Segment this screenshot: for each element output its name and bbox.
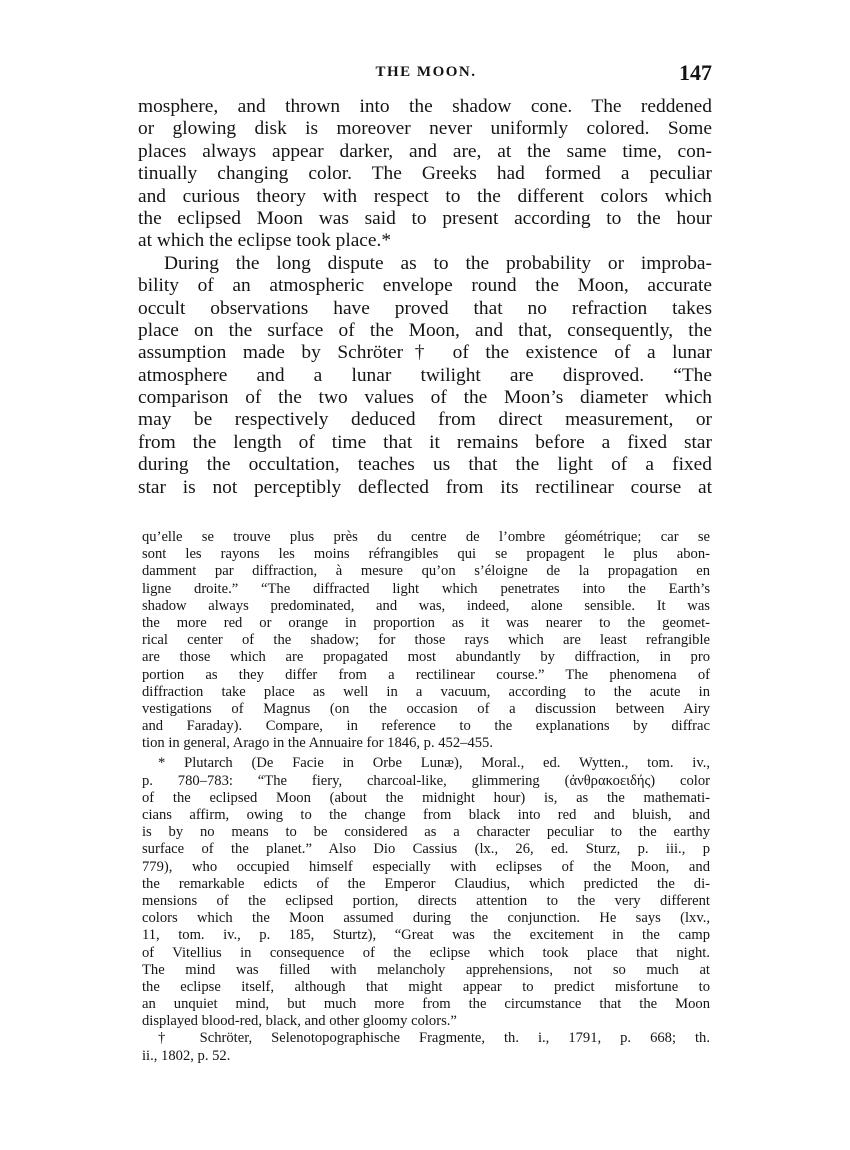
footnote-line: ii., 1802, p. 52.	[142, 1047, 231, 1064]
footnote-line: the eclipse itself, although that might appear to predict misfortune to	[142, 978, 710, 995]
footnote-line: portion as they differ from a rectilinear course.” The phenomena of	[142, 666, 710, 683]
main-text-line: during the occultation, teaches us that the light of a fixed	[138, 454, 712, 476]
main-text-line: place on the surface of the Moon, and that, consequently, the	[138, 319, 712, 341]
footnote-line: the remarkable edicts of the Emperor Claudius, which predicted the di-	[142, 875, 710, 892]
footnote-line: The mind was filled with melancholy apprehensions, not so much at	[142, 961, 710, 978]
footnote-line: p. 780–783: “The fiery, charcoal-like, glimmering (ἀνθρακοειδής) color	[142, 772, 710, 789]
footnote-line: an unquiet mind, but much more from the circumstance that the Moon	[142, 996, 710, 1013]
footnote-line: surface of the planet.” Also Dio Cassius (lx., 26, ed. Sturz, p. iii., p	[142, 841, 710, 858]
main-text-line: or glowing disk is moreover never uniformly colored. Some	[138, 118, 712, 140]
footnote-line: is by no means to be considered as a character peculiar to the earthy	[142, 824, 710, 841]
footnote-line: 11, tom. iv., p. 185, Sturtz), “Great was the excitement in the camp	[142, 927, 710, 944]
footnote-line: rical center of the shadow; for those rays which are least refrangible	[142, 632, 710, 649]
footnote-line: ligne droite.” “The diffracted light which penetrates into the Earth’s	[142, 580, 710, 597]
main-text-line: comparison of the two values of the Moon’s diameter which	[138, 387, 712, 409]
footnote-line: vestigations of Magnus (on the occasion of a discussion between Airy	[142, 700, 710, 717]
page-number: 147	[679, 60, 712, 85]
main-text-line: may be respectively deduced from direct measurement, or	[138, 409, 712, 431]
footnote-line: displayed blood-red, black, and other gloomy colors.”	[142, 1013, 457, 1030]
main-text-line: atmosphere and a lunar twilight are disproved. “The	[138, 364, 712, 386]
footnote-line: shadow always predominated, and was, indeed, alone sensible. It was	[142, 597, 710, 614]
footnote-line: tion in general, Arago in the Annuaire for 1846, p. 452–455.	[142, 735, 493, 752]
running-title: THE MOON.	[375, 64, 477, 80]
running-header	[140, 60, 712, 90]
footnote-line: † Schröter, Selenotopographische Fragmente, th. i., 1791, p. 668; th.	[158, 1030, 710, 1047]
main-text-line: from the length of time that it remains before a fixed star	[138, 431, 712, 453]
footnote-line: colors which the Moon assumed during the conjunction. He says (lxv.,	[142, 910, 710, 927]
main-text-line: bility of an atmospheric envelope round the Moon, accurate	[138, 275, 712, 297]
main-text-line: the eclipsed Moon was said to present according to the hour	[138, 207, 712, 229]
footnote-line: are those which are propagated most abundantly by diffraction, in pro	[142, 649, 710, 666]
main-text-line: tinually changing color. The Greeks had formed a peculiar	[138, 163, 712, 185]
footnote-line: qu’elle se trouve plus près du centre de l’ombre géométrique; car se	[142, 529, 710, 545]
main-text-line: star is not perceptibly deflected from its rectilinear course at	[138, 476, 712, 498]
main-body-text	[138, 96, 712, 499]
main-text-line: assumption made by Schröter† of the existence of a lunar	[138, 342, 712, 364]
main-text-line: During the long dispute as to the probability or improba-	[164, 252, 712, 274]
footnotes	[142, 529, 710, 1065]
main-text-line: mosphere, and thrown into the shadow cone. The reddened	[138, 96, 712, 117]
footnote-line: of Vitellius in consequence of the eclipse which took place that night.	[142, 944, 710, 961]
main-text-line: and curious theory with respect to the different colors which	[138, 185, 712, 207]
main-text-line: places always appear darker, and are, at the same time, con-	[138, 140, 712, 162]
footnote-line: diffraction take place as well in a vacuum, according to the acute in	[142, 683, 710, 700]
footnote-line: damment par diffraction, à mesure qu’on s’éloigne de la propagation en	[142, 563, 710, 580]
footnote-line: sont les rayons les moins réfrangibles qui se propagent le plus abon-	[142, 546, 710, 563]
footnote-line: and Faraday). Compare, in reference to the explanations by diffrac	[142, 718, 710, 735]
footnote-line: 779), who occupied himself especially with eclipses of the Moon, and	[142, 858, 710, 875]
footnote-line: * Plutarch (De Facie in Orbe Lunæ), Moral., ed. Wytten., tom. iv.,	[158, 755, 710, 772]
footnote-line: of the eclipsed Moon (about the midnight hour) is, as the mathemati-	[142, 789, 710, 806]
main-text-line: occult observations have proved that no refraction takes	[138, 297, 712, 319]
footnote-line: mensions of the eclipsed portion, directs attention to the very different	[142, 892, 710, 909]
footnote-line: the more red or orange in proportion as it was nearer to the geomet-	[142, 614, 710, 631]
main-text-line: at which the eclipse took place.*	[138, 230, 392, 252]
footnote-line: cians affirm, owing to the change from black into red and bluish, and	[142, 807, 710, 823]
